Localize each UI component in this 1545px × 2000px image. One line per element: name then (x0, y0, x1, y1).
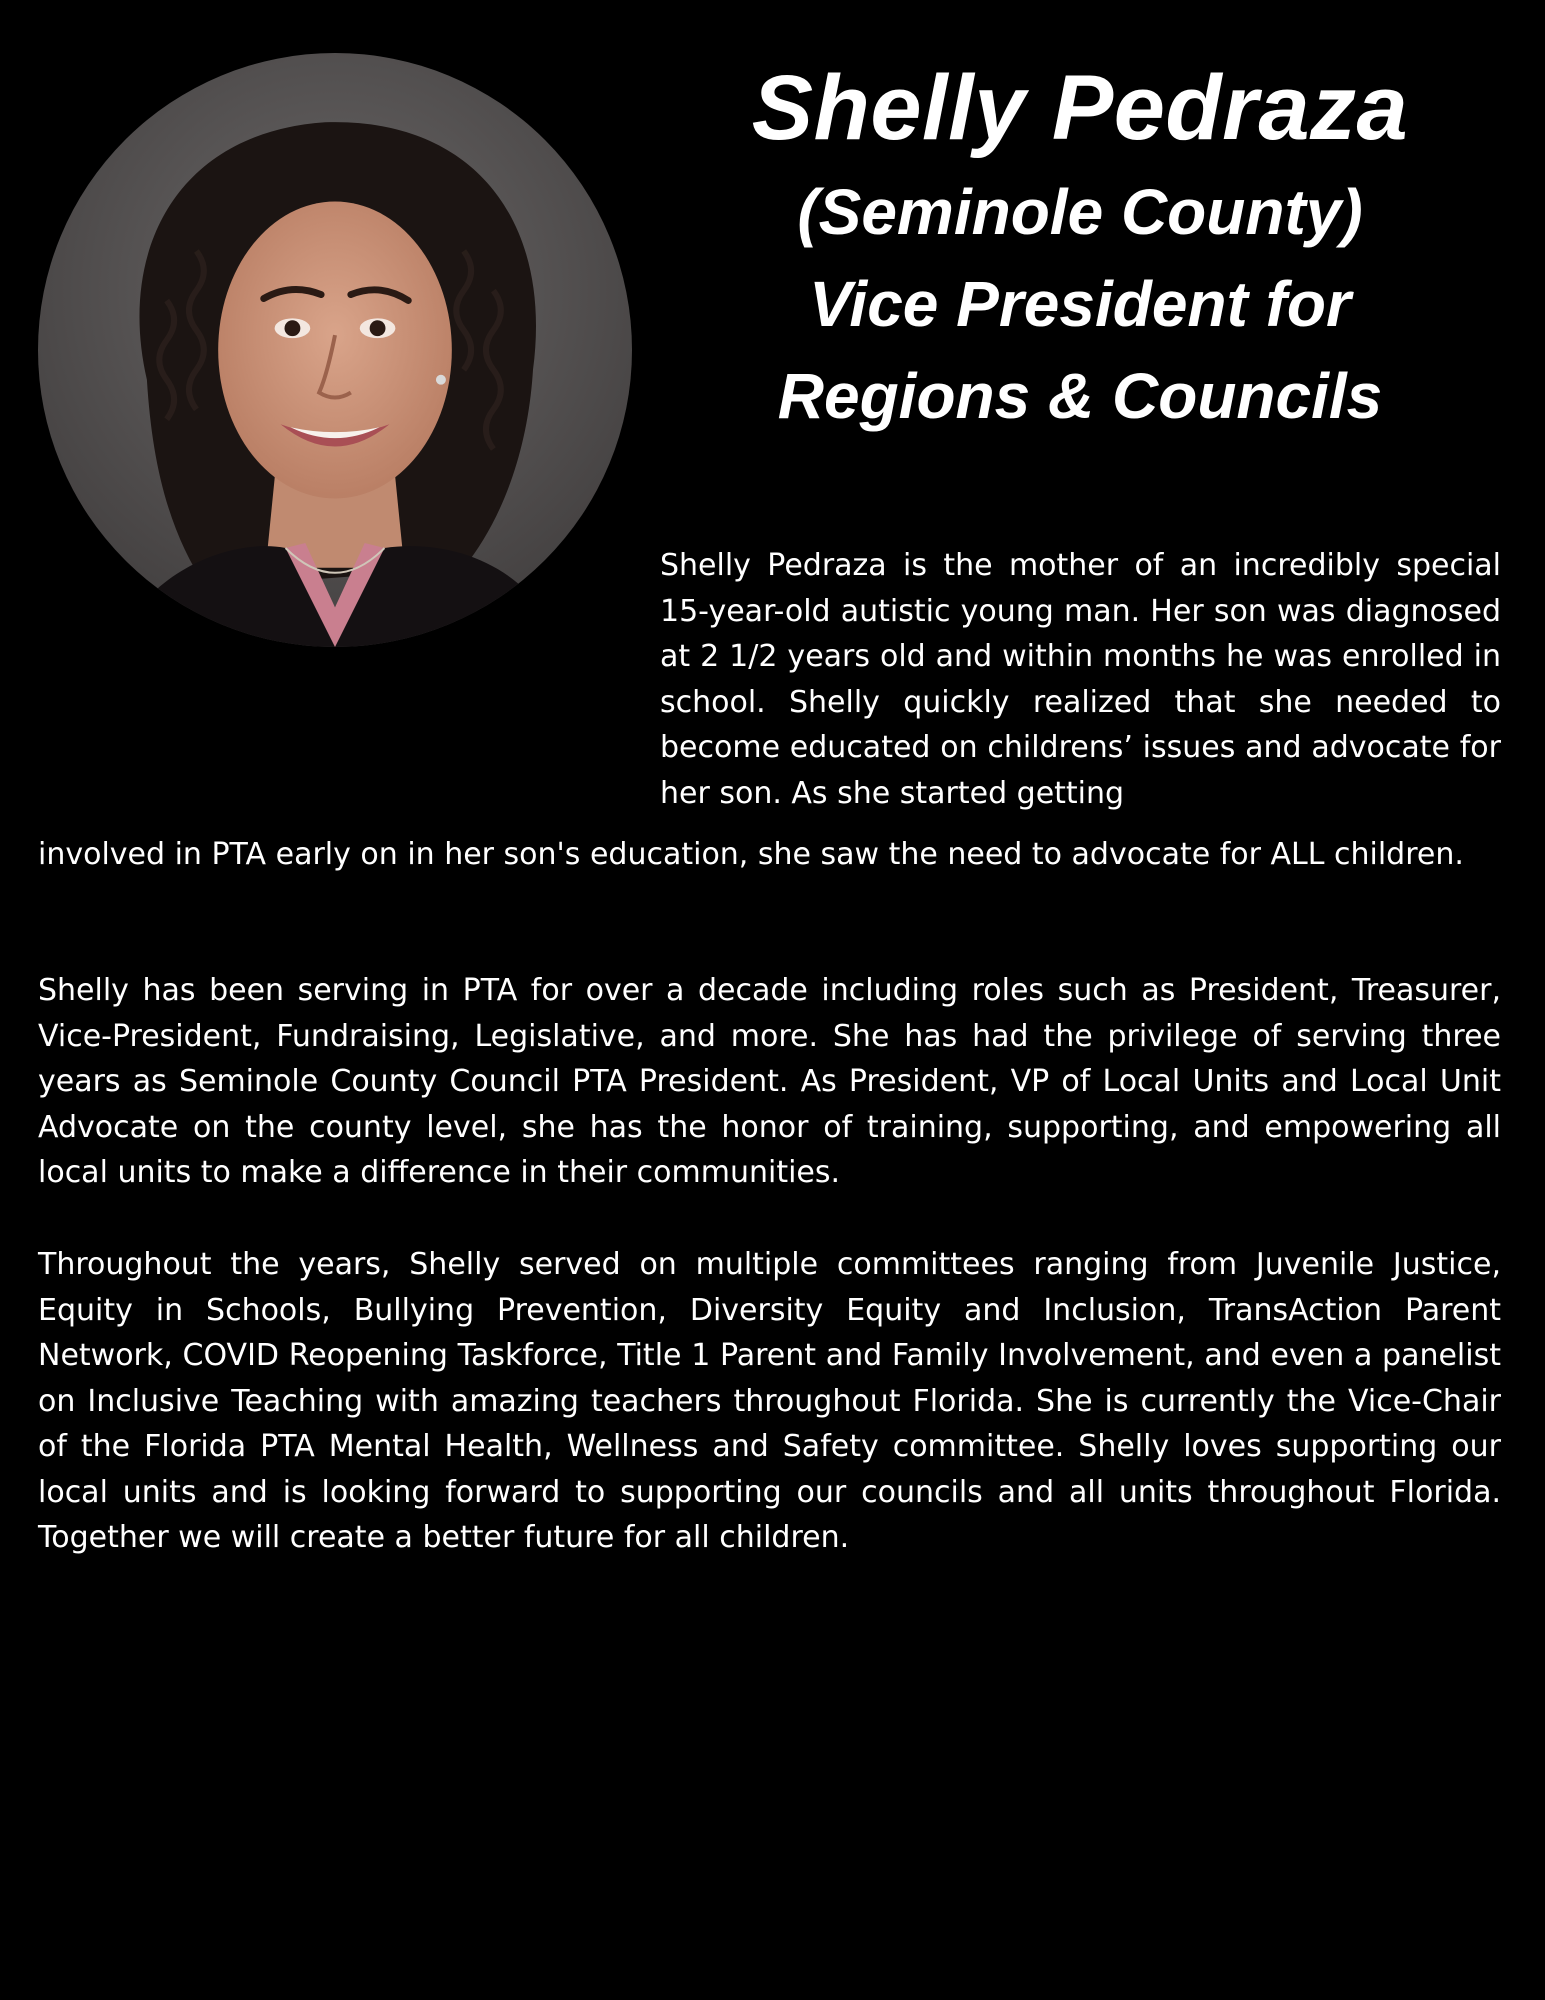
profile-title-line2: Regions & Councils (777, 360, 1383, 432)
bio-intro: Shelly Pedraza is the mother of an incredibly special 15-year-old autistic young man. Her son was diagnosed at 2 1/2 years old and within months he was enrolled in school. Shelly quickly realized that she needed to become educated on childrens’ issues and advocate for her son. As she started getting (660, 548, 1501, 811)
person-portrait-icon (38, 53, 632, 647)
profile-title-line1: Vice President for (809, 268, 1351, 340)
portrait-photo (38, 53, 632, 647)
bio-paragraph-2: Shelly has been serving in PTA for over a decade including roles such as President, Treasurer, Vice-President, Fundraising, Legislative, and more. She has had the privilege of serving three years as Seminole County Council PTA President. As President, VP of Local Units and Local Unit Advocate on the county level, she has the honor of training, supporting, and empowering all local units to make a difference in their communities. (38, 973, 1501, 1190)
bio-paragraph-3: Throughout the years, Shelly served on multiple committees ranging from Juvenile Justice, Equity in Schools, Bullying Prevention, Diversity Equity and Inclusion, TransAction Parent Network, COVID Reopening Taskforce, Title 1 Parent and Family Involvement, and even a panelist on Inclusive Teaching with amazing teachers throughout Florida. She is currently the Vice-Chair of the Florida PTA Mental Health, Wellness and Safety committee. Shelly loves supporting our local units and is looking forward to supporting our councils and all units throughout Florida. Together we will create a better future for all children. (38, 1247, 1501, 1555)
profile-name: Shelly Pedraza (751, 57, 1409, 159)
profile-county: (Seminole County) (797, 176, 1363, 248)
bio-intro-continued: involved in PTA early on in her son's education, she saw the need to advocate for ALL children. (38, 837, 1464, 872)
profile-header (700, 52, 1460, 442)
